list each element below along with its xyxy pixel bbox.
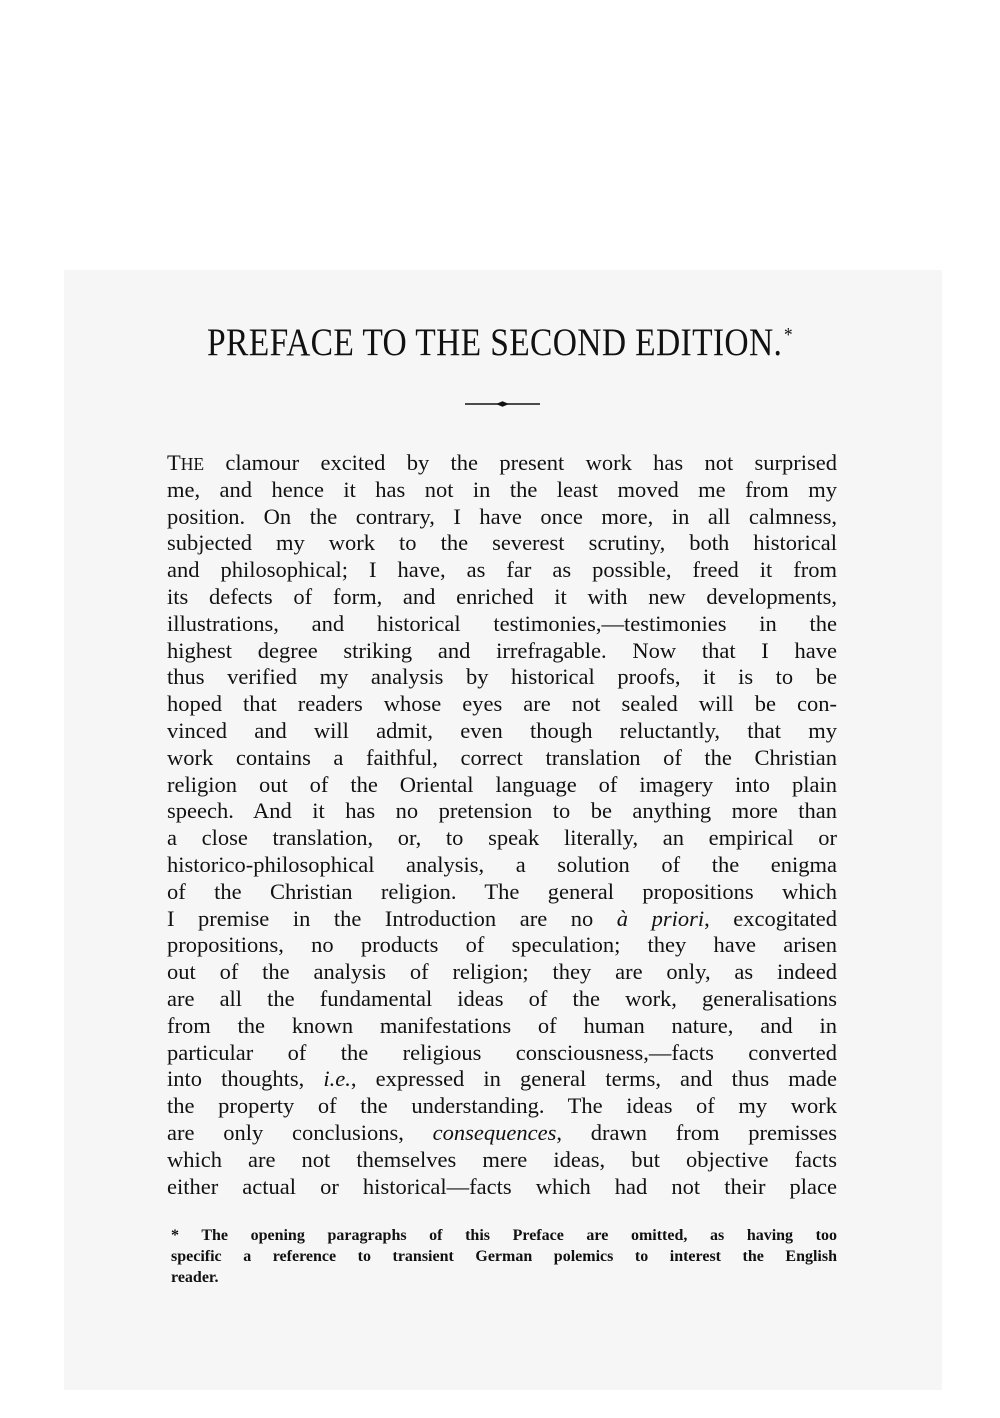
- rule-ornament-icon: [465, 401, 540, 407]
- body-line: a close translation, or, to speak literally, an empirical or: [167, 825, 837, 851]
- body-line: either actual or historical—facts which had not their place: [167, 1173, 837, 1199]
- body-line: highest degree striking and irrefragable. Now that I have: [167, 637, 837, 663]
- body-line: are all the fundamental ideas of the work, generalisations: [167, 985, 837, 1011]
- body-line: and philosophical; I have, as far as possible, freed it from: [167, 557, 837, 583]
- body-line: particular of the religious consciousness,—facts converted: [167, 1039, 837, 1065]
- body-line: thus verified my analysis by historical proofs, it is to be: [167, 664, 837, 690]
- footnote: [171, 1225, 837, 1288]
- body-line: I premise in the Introduction are no à priori, excogitated: [167, 905, 837, 931]
- body-line: position. On the contrary, I have once more, in all calmness,: [167, 503, 837, 529]
- body-line: propositions, no products of speculation; they have arisen: [167, 932, 837, 958]
- body-line: which are not themselves mere ideas, but objective facts: [167, 1146, 837, 1172]
- body-line: subjected my work to the severest scrutiny, both historical: [167, 530, 837, 556]
- body-line: the property of the understanding. The ideas of my work: [167, 1093, 837, 1119]
- footnote-line: reader.: [171, 1269, 219, 1286]
- body-line: me, and hence it has not in the least moved me from my: [167, 476, 837, 502]
- footnote-line: * The opening paragraphs of this Preface are omitted, as having too: [171, 1227, 837, 1244]
- body-line: into thoughts, i.e., expressed in general terms, and thus made: [167, 1066, 837, 1092]
- preface-body: [167, 450, 837, 1200]
- footnote-marker: *: [784, 324, 793, 346]
- page-title-text: PREFACE TO THE SECOND EDITION.: [207, 321, 783, 364]
- footnote-line: specific a reference to transient German polemics to interest the English: [171, 1248, 837, 1265]
- body-line: are only conclusions, consequences, drawn from premisses: [167, 1119, 837, 1145]
- body-line: from the known manifestations of human nature, and in: [167, 1012, 837, 1038]
- body-line: of the Christian religion. The general propositions which: [167, 878, 837, 904]
- body-line: work contains a faithful, correct translation of the Christian: [167, 744, 837, 770]
- body-line: vinced and will admit, even though reluctantly, that my: [167, 717, 837, 743]
- page-title: [70, 309, 930, 369]
- body-line: hoped that readers whose eyes are not sealed will be con-: [167, 691, 837, 717]
- body-line: THE clamour excited by the present work has not surprised: [167, 450, 837, 475]
- body-line: its defects of form, and enriched it with new developments,: [167, 583, 837, 609]
- body-line: out of the analysis of religion; they are only, as indeed: [167, 959, 837, 985]
- body-line: speech. And it has no pretension to be anything more than: [167, 798, 837, 824]
- body-line: religion out of the Oriental language of imagery into plain: [167, 771, 837, 797]
- body-line: illustrations, and historical testimonies,—testimonies in the: [167, 610, 837, 636]
- body-line: historico-philosophical analysis, a solution of the enigma: [167, 851, 837, 877]
